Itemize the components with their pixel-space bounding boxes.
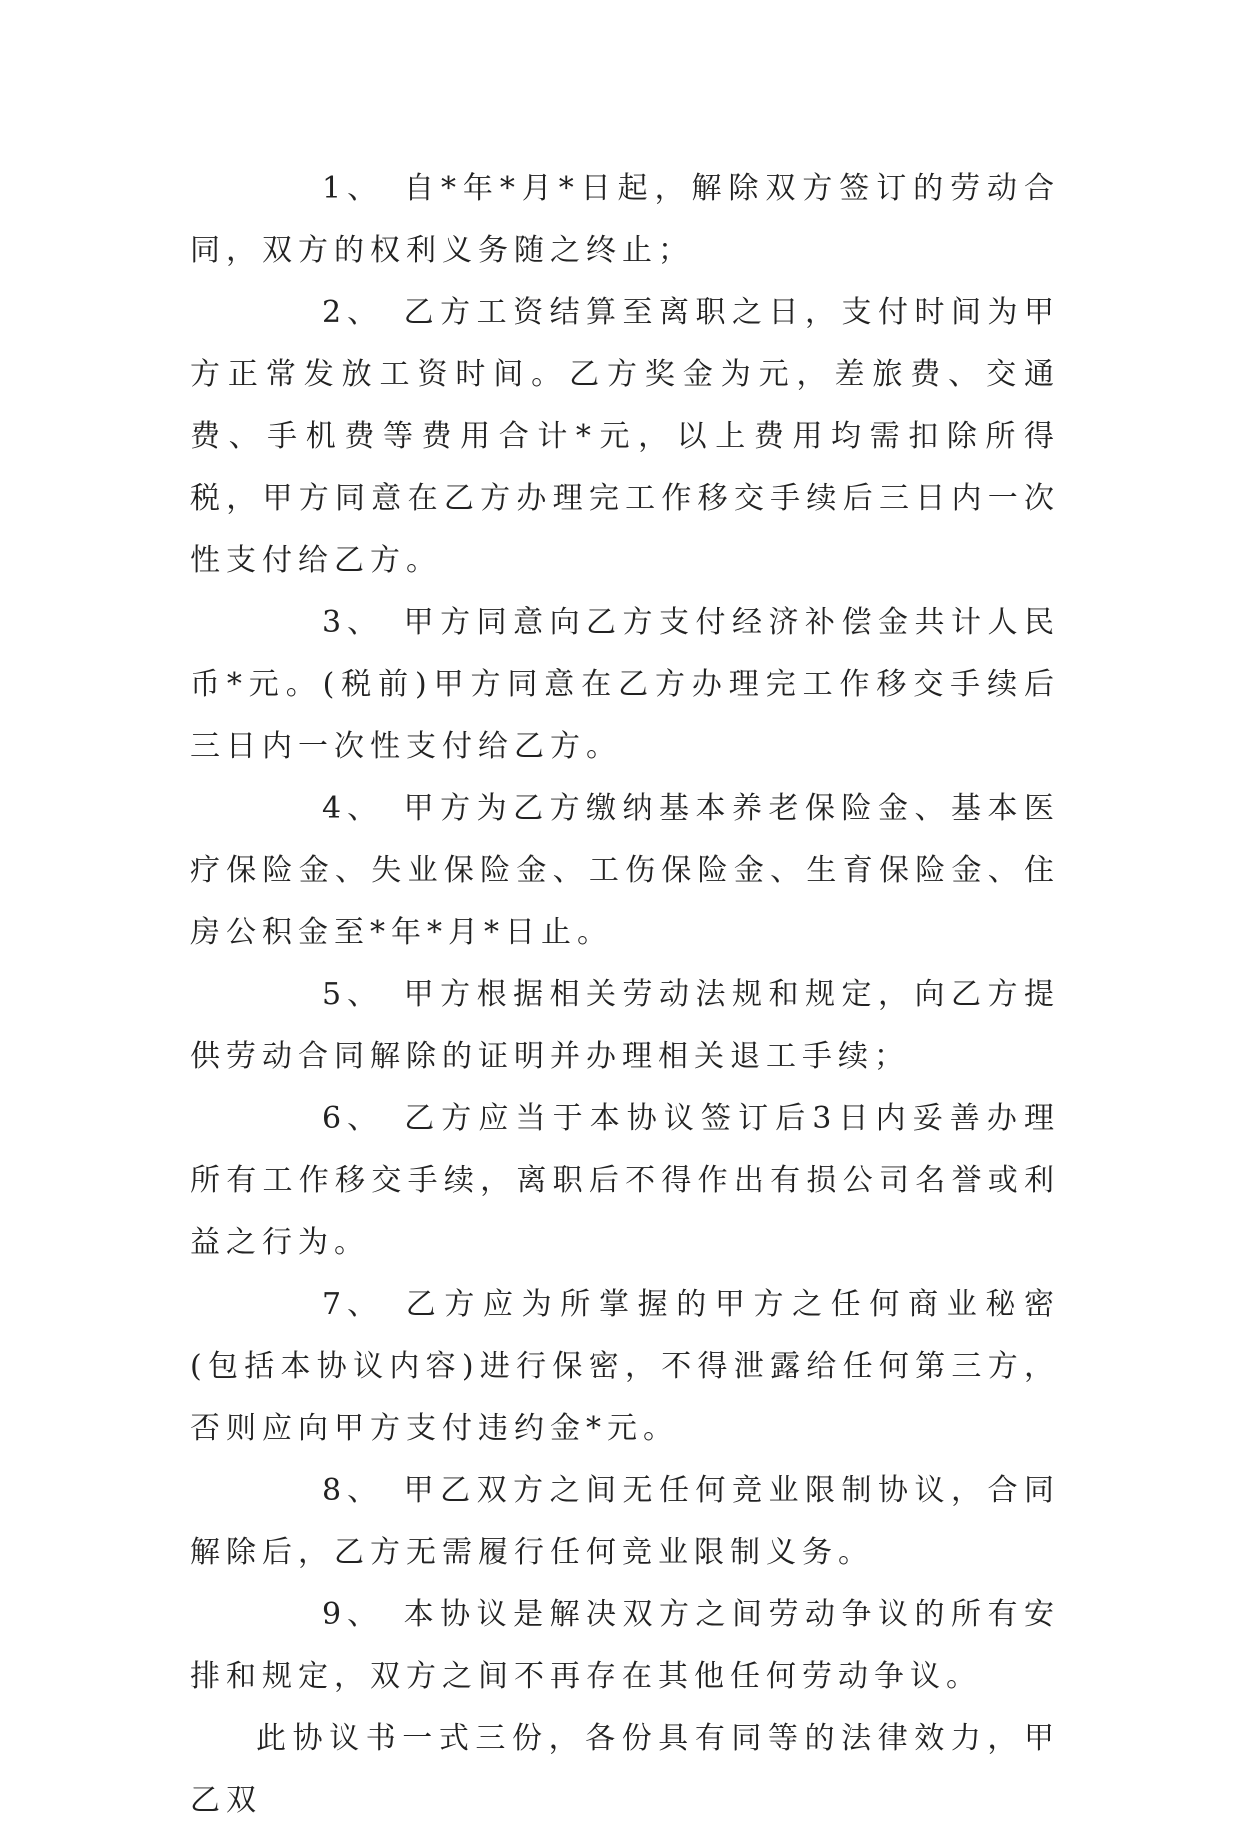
clause-2 xyxy=(190,282,1060,592)
clause-text: 乙方应为所掌握的甲方之任何商业秘密(包括本协议内容)进行保密，不得泄露给任何第三方，否则应向甲方支付违约金*元。 xyxy=(190,1287,1060,1446)
clause-8 xyxy=(190,1460,1060,1584)
clause-3 xyxy=(190,592,1060,778)
clause-text: 甲方同意向乙方支付经济补偿金共计人民币*元。(税前)甲方同意在乙方办理完工作移交手续后三日内一次性支付给乙方。 xyxy=(190,605,1060,764)
clause-6 xyxy=(190,1088,1060,1274)
clause-text: 乙方工资结算至离职之日，支付时间为甲方正常发放工资时间。乙方奖金为元，差旅费、交通费、手机费等费用合计*元，以上费用均需扣除所得税，甲方同意在乙方办理完工作移交手续后三日内一次性支付给乙方。 xyxy=(190,295,1060,578)
clause-number: 6、 xyxy=(322,1101,384,1136)
clause-text: 本协议是解决双方之间劳动争议的所有安排和规定，双方之间不再存在其他任何劳动争议。 xyxy=(190,1597,1060,1694)
clause-number: 5、 xyxy=(322,977,384,1012)
clause-text: 乙方应当于本协议签订后3日内妥善办理所有工作移交手续，离职后不得作出有损公司名誉或利益之行为。 xyxy=(190,1101,1060,1260)
clause-number: 1、 xyxy=(322,171,384,206)
clause-7 xyxy=(190,1274,1060,1460)
agreement-body xyxy=(190,158,1060,1832)
clause-text: 自*年*月*日起，解除双方签订的劳动合同，双方的权利义务随之终止； xyxy=(190,171,1060,268)
clause-number: 7、 xyxy=(322,1287,384,1322)
clause-1 xyxy=(190,158,1060,282)
clause-number: 3、 xyxy=(322,605,384,640)
clause-text: 甲方根据相关劳动法规和规定，向乙方提供劳动合同解除的证明并办理相关退工手续； xyxy=(190,977,1060,1074)
clause-text: 甲方为乙方缴纳基本养老保险金、基本医疗保险金、失业保险金、工伤保险金、生育保险金、住房公积金至*年*月*日止。 xyxy=(190,791,1060,950)
clause-number: 8、 xyxy=(322,1473,384,1508)
clause-number: 9、 xyxy=(322,1597,384,1632)
closing-paragraph: 此协议书一式三份，各份具有同等的法律效力，甲乙双 xyxy=(190,1721,1060,1818)
clause-text: 甲乙双方之间无任何竞业限制协议，合同解除后，乙方无需履行任何竞业限制义务。 xyxy=(190,1473,1060,1570)
clause-5 xyxy=(190,964,1060,1088)
clause-9 xyxy=(190,1584,1060,1708)
clause-number: 4、 xyxy=(322,791,384,826)
clause-4 xyxy=(190,778,1060,964)
clause-number: 2、 xyxy=(322,295,384,330)
